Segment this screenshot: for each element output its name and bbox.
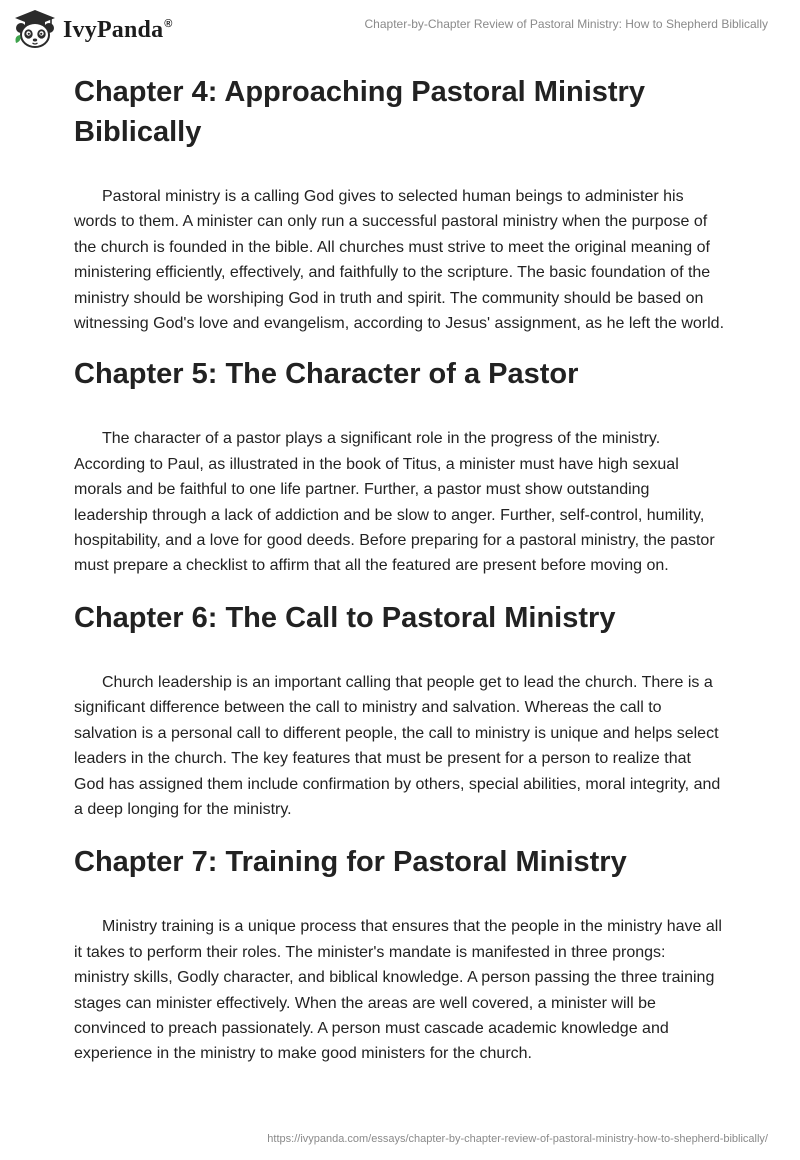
- chapter-paragraph: Ministry training is a unique process that ensures that the people in the ministry have all it takes to perform their roles. The minister's mandate is manifested in three prongs: ministry skills, Godly character, and biblical knowledge. A person passing the three training stages can minister effectively. When the areas are well covered, a minister will be convinced to preach passionately. A person must cascade academic knowledge and experience in the ministry to make good ministers for the church.: [74, 918, 722, 1063]
- footer-url[interactable]: https://ivypanda.com/essays/chapter-by-chapter-review-of-pastoral-ministry-how-to-shepherd-biblically/: [267, 1133, 768, 1145]
- chapter-paragraph: The character of a pastor plays a significant role in the progress of the ministry. According to Paul, as illustrated in the book of Titus, a minister must have high sexual morals and be faithful to one life partner. Further, a pastor must show outstanding leadership through a lack of addiction and be slow to anger. Further, self-control, humility, hospitability, and a love for good deeds. Before preparing for a pastoral ministry, the pastor must prepare a checklist to affirm that all the featured are present before moving on.: [74, 430, 715, 575]
- page-header: [0, 0, 800, 60]
- chapter-heading: Chapter 5: The Character of a Pastor: [74, 358, 579, 391]
- chapter-paragraph: Church leadership is an important calling that people get to lead the church. There is a significant difference between the call to ministry and salvation. Whereas the call to salvation is a personal call to different people, the call to ministry is unique and helps select leaders in the church. The key features that must be present for a person to realize that God has assigned them include confirmation by others, special abilities, moral integrity, and a deep longing for the ministry.: [74, 673, 721, 818]
- chapter-section: [74, 842, 724, 1066]
- essay-content: [74, 72, 724, 1067]
- brand-name: IvyPanda®: [63, 16, 173, 43]
- chapter-heading: Chapter 4: Approaching Pastoral Ministry Biblically: [74, 76, 645, 148]
- chapter-paragraph: Pastoral ministry is a calling God gives to selected human beings to administer his words to them. A minister can only run a successful pastoral ministry when the purpose of the church is founded in the bible. All churches must strive to meet the original meaning of ministering efficiently, effectively, and faithfully to the scripture. The basic foundation of the ministry should be worshiping God in truth and spirit. The community should be based on witnessing God's love and evangelism, according to Jesus' assignment, as he left the world.: [74, 188, 725, 333]
- chapter-heading: Chapter 6: The Call to Pastoral Ministry: [74, 601, 616, 634]
- chapter-section: [74, 354, 724, 578]
- brand-logo[interactable]: [13, 9, 173, 49]
- panda-graduation-cap-icon: [13, 9, 57, 49]
- document-title: Chapter-by-Chapter Review of Pastoral Ministry: How to Shepherd Biblically: [364, 17, 768, 31]
- chapter-section: [74, 598, 724, 822]
- chapter-section: [74, 72, 724, 336]
- chapter-heading: Chapter 7: Training for Pastoral Ministry: [74, 846, 627, 879]
